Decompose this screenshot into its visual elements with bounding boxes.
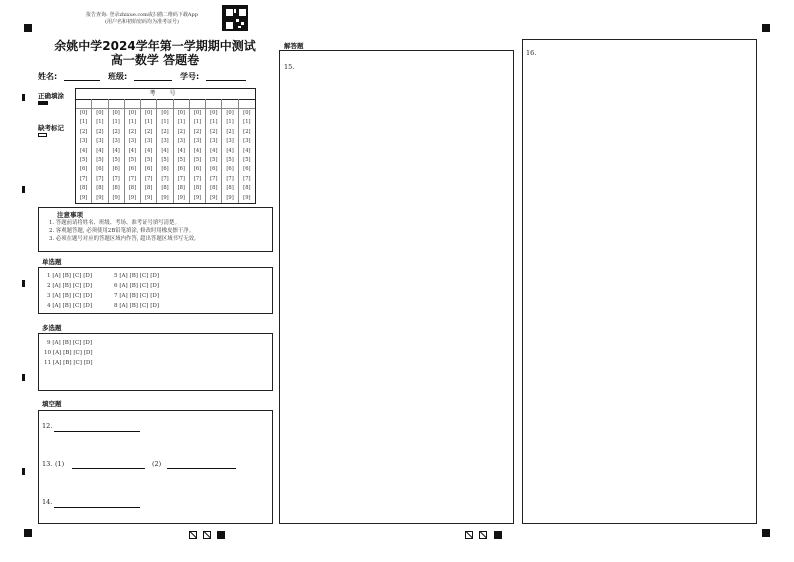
question-13-part2-label: (2) xyxy=(152,460,162,468)
question-13-part1-label: (1) xyxy=(55,460,65,468)
digit-bubble[interactable]: [5] xyxy=(210,156,218,163)
digit-bubble[interactable]: [2] xyxy=(145,128,153,135)
digit-write-cell[interactable] xyxy=(174,99,189,109)
digit-bubble[interactable]: [9] xyxy=(210,194,218,201)
page-check-icon xyxy=(189,531,197,539)
digit-bubble[interactable]: [6] xyxy=(128,166,137,173)
digit-bubble[interactable]: [5] xyxy=(226,156,234,163)
name-field[interactable] xyxy=(64,80,100,81)
digit-bubble[interactable]: [4] xyxy=(96,147,104,154)
alignment-mark xyxy=(762,529,770,537)
digit-bubble[interactable]: [3] xyxy=(210,138,218,145)
digit-bubble[interactable]: [2] xyxy=(96,128,104,135)
absent-mark-label: 缺考标记 xyxy=(38,124,64,132)
digit-bubble[interactable]: [9] xyxy=(193,194,202,201)
choice-row-8[interactable]: 8 [A] [B] [C] [D] xyxy=(114,303,160,309)
digit-bubble[interactable]: [4] xyxy=(193,147,202,154)
digit-bubble[interactable]: [1] xyxy=(145,119,153,126)
exam-number-column[interactable] xyxy=(206,99,222,203)
note-item: 3. 必须在题号对应的答题区域内作答, 超出答题区域书写无效。 xyxy=(49,236,200,242)
fill-example-label: 正确填涂 xyxy=(38,92,64,100)
digit-bubble[interactable]: [6] xyxy=(193,166,202,173)
fill-blank-title: 填空题 xyxy=(42,400,62,408)
exam-subtitle: 高一数学 答题卷 xyxy=(110,53,200,67)
digit-bubble[interactable]: [0] xyxy=(226,110,234,116)
digit-bubble[interactable]: [7] xyxy=(112,175,120,182)
digit-bubble[interactable]: [8] xyxy=(112,185,120,192)
digit-bubble[interactable]: [2] xyxy=(226,128,234,135)
fill-blank-box xyxy=(38,410,273,524)
digit-bubble[interactable]: [3] xyxy=(161,138,169,145)
digit-bubble[interactable]: [7] xyxy=(128,175,137,182)
digit-bubble[interactable]: [0] xyxy=(128,110,137,116)
digit-bubble[interactable]: [4] xyxy=(112,147,120,154)
page-check-icon xyxy=(203,531,211,539)
choice-row-1[interactable]: 1 [A] [B] [C] [D] xyxy=(47,273,93,279)
exam-number-grid xyxy=(75,88,256,204)
name-label: 姓名: xyxy=(38,72,58,81)
digit-bubble[interactable]: [4] xyxy=(177,147,185,154)
digit-bubble[interactable]: [6] xyxy=(145,166,153,173)
answer-line-13-2[interactable] xyxy=(167,468,236,469)
digit-bubble[interactable]: [9] xyxy=(226,194,234,201)
digit-bubble[interactable]: [8] xyxy=(226,185,234,192)
answer-box-15[interactable] xyxy=(279,50,514,524)
digit-bubble[interactable]: [8] xyxy=(96,185,104,192)
exam-title: 余姚中学2024学年第一学期期中测试 xyxy=(54,39,256,53)
digit-bubble[interactable]: [1] xyxy=(210,119,218,126)
digit-bubble[interactable]: [6] xyxy=(226,166,234,173)
student-id-field[interactable] xyxy=(206,80,246,81)
digit-bubble[interactable]: [3] xyxy=(128,138,137,145)
digit-bubble[interactable]: [3] xyxy=(79,138,88,145)
digit-bubble[interactable]: [0] xyxy=(112,110,120,116)
digit-bubble[interactable]: [7] xyxy=(145,175,153,182)
digit-bubble[interactable]: [8] xyxy=(145,185,153,192)
digit-bubble[interactable]: [5] xyxy=(243,156,251,163)
digit-bubble[interactable]: [2] xyxy=(79,128,88,135)
digit-bubble[interactable]: [7] xyxy=(96,175,104,182)
digit-bubble[interactable]: [8] xyxy=(243,185,251,192)
digit-bubble[interactable]: [3] xyxy=(145,138,153,145)
exam-number-column[interactable] xyxy=(92,99,108,203)
digit-bubble[interactable]: [5] xyxy=(193,156,202,163)
digit-bubble[interactable]: [1] xyxy=(243,119,251,126)
exam-number-column[interactable] xyxy=(109,99,125,203)
digit-write-cell[interactable] xyxy=(125,99,140,109)
exam-number-column[interactable] xyxy=(239,99,255,203)
timing-mark xyxy=(22,280,25,287)
digit-bubble[interactable]: [9] xyxy=(177,194,185,201)
digit-bubble[interactable]: [5] xyxy=(161,156,169,163)
digit-bubble[interactable]: [0] xyxy=(79,110,88,116)
digit-bubble[interactable]: [2] xyxy=(128,128,137,135)
choice-row-11[interactable]: 11 [A] [B] [C] [D] xyxy=(44,360,93,366)
filled-bubble-icon xyxy=(38,101,48,105)
exam-number-column[interactable] xyxy=(76,99,92,203)
student-id-label: 学号: xyxy=(180,72,200,81)
single-choice-title: 单选题 xyxy=(42,258,62,266)
digit-bubble[interactable]: [7] xyxy=(243,175,251,182)
notes-box xyxy=(38,207,273,252)
digit-bubble[interactable]: [2] xyxy=(161,128,169,135)
exam-number-column[interactable] xyxy=(174,99,190,203)
digit-bubble[interactable]: [8] xyxy=(210,185,218,192)
digit-write-cell[interactable] xyxy=(222,99,237,109)
digit-bubble[interactable]: [4] xyxy=(210,147,218,154)
digit-bubble[interactable]: [0] xyxy=(161,110,169,116)
digit-bubble[interactable]: [2] xyxy=(177,128,185,135)
digit-bubble[interactable]: [8] xyxy=(193,185,202,192)
digit-bubble[interactable]: [2] xyxy=(193,128,202,135)
single-choice-box xyxy=(38,267,273,314)
digit-bubble[interactable]: [1] xyxy=(96,119,104,126)
question-13-label: 13. xyxy=(42,460,53,468)
question-14-label: 14. xyxy=(42,498,53,506)
answer-box-16[interactable] xyxy=(522,39,757,524)
digit-bubble[interactable]: [8] xyxy=(177,185,185,192)
report-query-note: 报告查询: 登录zhixue.com或扫描二维码下载App xyxy=(86,12,198,18)
timing-mark xyxy=(22,94,25,101)
digit-bubble[interactable]: [3] xyxy=(96,138,104,145)
digit-bubble[interactable]: [1] xyxy=(177,119,185,126)
page-check-icon xyxy=(479,531,487,539)
digit-bubble[interactable]: [2] xyxy=(243,128,251,135)
digit-write-cell[interactable] xyxy=(109,99,124,109)
choice-row-2[interactable]: 2 [A] [B] [C] [D] xyxy=(47,283,93,289)
answer-line-12[interactable] xyxy=(54,431,140,432)
timing-mark xyxy=(22,186,25,193)
exam-number-column[interactable] xyxy=(141,99,157,203)
digit-bubble[interactable]: [8] xyxy=(128,185,137,192)
absent-mark-box[interactable] xyxy=(38,133,47,137)
multi-choice-box xyxy=(38,333,273,391)
choice-row-7[interactable]: 7 [A] [B] [C] [D] xyxy=(114,293,160,299)
digit-bubble[interactable]: [9] xyxy=(161,194,169,201)
digit-bubble[interactable]: [7] xyxy=(210,175,218,182)
digit-bubble[interactable]: [7] xyxy=(226,175,234,182)
digit-bubble[interactable]: [7] xyxy=(177,175,185,182)
note-item: 2. 客观题答题, 必须使用2B铅笔填涂, 修改时用橡皮擦干净。 xyxy=(49,228,195,234)
page-block-mark xyxy=(217,531,225,539)
digit-bubble[interactable]: [9] xyxy=(96,194,104,201)
digit-bubble[interactable]: [1] xyxy=(193,119,202,126)
digit-bubble[interactable]: [3] xyxy=(177,138,185,145)
exam-number-column[interactable] xyxy=(222,99,238,203)
choice-row-9[interactable]: 9 [A] [B] [C] [D] xyxy=(47,340,93,346)
password-note: (用户名和初始密码均为准考证号) xyxy=(105,19,179,25)
digit-bubble[interactable]: [8] xyxy=(79,185,88,192)
alignment-mark xyxy=(762,24,770,32)
choice-row-10[interactable]: 10 [A] [B] [C] [D] xyxy=(44,350,93,356)
digit-bubble[interactable]: [0] xyxy=(210,110,218,116)
note-item: 1. 答题前请将姓名、班级、考场、准考证号填写清楚。 xyxy=(49,220,180,226)
digit-bubble[interactable]: [1] xyxy=(128,119,137,126)
choice-row-3[interactable]: 3 [A] [B] [C] [D] xyxy=(47,293,93,299)
alignment-mark xyxy=(24,24,32,32)
digit-write-cell[interactable] xyxy=(190,99,205,109)
answer-line-14[interactable] xyxy=(54,507,140,508)
question-15-label: 15. xyxy=(284,63,295,71)
digit-bubble[interactable]: [9] xyxy=(145,194,153,201)
digit-write-cell[interactable] xyxy=(206,99,221,109)
digit-bubble[interactable]: [4] xyxy=(226,147,234,154)
digit-bubble[interactable]: [8] xyxy=(161,185,169,192)
digit-bubble[interactable]: [4] xyxy=(145,147,153,154)
digit-bubble[interactable]: [5] xyxy=(128,156,137,163)
exam-number-column[interactable] xyxy=(190,99,206,203)
digit-bubble[interactable]: [7] xyxy=(193,175,202,182)
answer-section-title: 解答题 xyxy=(284,42,304,50)
digit-bubble[interactable]: [3] xyxy=(112,138,120,145)
digit-bubble[interactable]: [9] xyxy=(243,194,251,201)
digit-bubble[interactable]: [5] xyxy=(96,156,104,163)
digit-bubble[interactable]: [3] xyxy=(193,138,202,145)
digit-bubble[interactable]: [4] xyxy=(243,147,251,154)
digit-write-cell[interactable] xyxy=(141,99,156,109)
digit-bubble[interactable]: [5] xyxy=(145,156,153,163)
digit-bubble[interactable]: [5] xyxy=(112,156,120,163)
digit-bubble[interactable]: [6] xyxy=(96,166,104,173)
exam-number-column[interactable] xyxy=(125,99,141,203)
question-16-label: 16. xyxy=(526,49,537,57)
digit-bubble[interactable]: [0] xyxy=(177,110,185,116)
choice-row-5[interactable]: 5 [A] [B] [C] [D] xyxy=(114,273,160,279)
digit-bubble[interactable]: [6] xyxy=(243,166,251,173)
digit-bubble[interactable]: [0] xyxy=(145,110,153,116)
digit-bubble[interactable]: [4] xyxy=(79,147,88,154)
digit-bubble[interactable]: [6] xyxy=(161,166,169,173)
digit-bubble[interactable]: [6] xyxy=(79,166,88,173)
digit-bubble[interactable]: [3] xyxy=(243,138,251,145)
digit-bubble[interactable]: [9] xyxy=(112,194,120,201)
alignment-mark xyxy=(24,529,32,537)
digit-bubble[interactable]: [7] xyxy=(161,175,169,182)
digit-write-cell[interactable] xyxy=(76,99,91,109)
answer-line-13-1[interactable] xyxy=(72,468,145,469)
digit-write-cell[interactable] xyxy=(157,99,172,109)
digit-bubble[interactable]: [0] xyxy=(243,110,251,116)
timing-mark xyxy=(22,374,25,381)
digit-bubble[interactable]: [4] xyxy=(128,147,137,154)
digit-bubble[interactable]: [9] xyxy=(79,194,88,201)
digit-bubble[interactable]: [3] xyxy=(226,138,234,145)
class-field[interactable] xyxy=(134,80,172,81)
digit-bubble[interactable]: [1] xyxy=(161,119,169,126)
digit-bubble[interactable]: [0] xyxy=(96,110,104,116)
digit-bubble[interactable]: [5] xyxy=(79,156,88,163)
digit-bubble[interactable]: [2] xyxy=(112,128,120,135)
page-check-icon xyxy=(465,531,473,539)
choice-row-6[interactable]: 6 [A] [B] [C] [D] xyxy=(114,283,160,289)
digit-bubble[interactable]: [6] xyxy=(112,166,120,173)
digit-bubble[interactable]: [1] xyxy=(79,119,88,126)
digit-bubble[interactable]: [7] xyxy=(79,175,88,182)
digit-bubble[interactable]: [2] xyxy=(210,128,218,135)
digit-bubble[interactable]: [4] xyxy=(161,147,169,154)
choice-row-4[interactable]: 4 [A] [B] [C] [D] xyxy=(47,303,93,309)
digit-write-cell[interactable] xyxy=(239,99,255,109)
notes-title: 注意事项 xyxy=(57,211,83,219)
qr-code-icon xyxy=(222,5,248,31)
class-label: 班级: xyxy=(108,72,128,81)
digit-bubble[interactable]: [6] xyxy=(177,166,185,173)
digit-bubble[interactable]: [0] xyxy=(193,110,202,116)
page-block-mark xyxy=(494,531,502,539)
multi-choice-title: 多选题 xyxy=(42,324,62,332)
digit-bubble[interactable]: [5] xyxy=(177,156,185,163)
digit-bubble[interactable]: [6] xyxy=(210,166,218,173)
digit-bubble[interactable]: [9] xyxy=(128,194,137,201)
digit-bubble[interactable]: [1] xyxy=(112,119,120,126)
exam-number-header: 考 号 xyxy=(76,89,255,100)
digit-write-cell[interactable] xyxy=(92,99,107,109)
exam-number-column[interactable] xyxy=(157,99,173,203)
timing-mark xyxy=(22,468,25,475)
digit-bubble[interactable]: [1] xyxy=(226,119,234,126)
question-12-label: 12. xyxy=(42,422,53,430)
